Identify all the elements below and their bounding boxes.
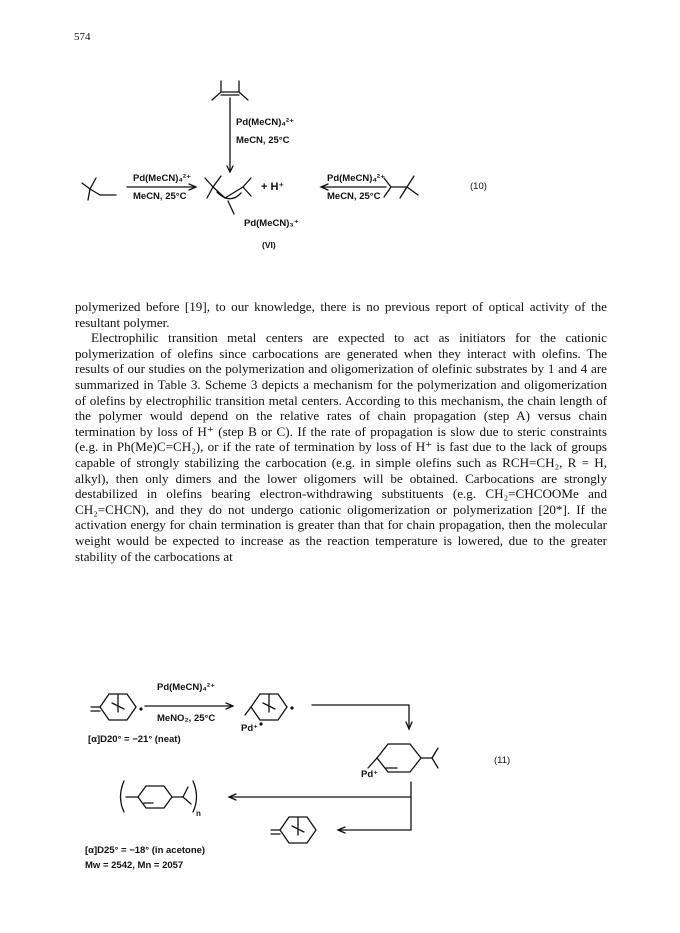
scheme10-reagent-top-2: MeCN, 25°C [236,135,290,146]
menthenyl-cation-structure [368,744,438,772]
tetramethylethylene-structure [212,81,248,100]
body-text [75,299,607,564]
bent-arrow-down [312,705,409,727]
equation-number-10: (10) [470,181,487,192]
scheme10-reagent-right-1: Pd(MeCN)₄²⁺ [327,173,386,184]
scheme11-reagent-2: MeNO₂, 25°C [157,713,216,724]
pinanyl-cation-structure [245,694,287,720]
bent-arrow-left [230,782,411,797]
rotation-start: [α]D20° = −21° (neat) [88,734,181,745]
scheme10-plus-h: + H⁺ [261,181,285,193]
scheme10-reagent-left-1: Pd(MeCN)₄²⁺ [133,173,192,184]
methylbutene-structure [82,178,116,200]
page-number: 574 [74,31,91,43]
equation-number-11: (11) [494,755,511,766]
polymer-repeat-unit-structure [121,781,197,812]
scheme10-reagent-left-2: MeCN, 25°C [133,191,187,202]
allyl-cation-structure [205,176,251,214]
scheme11-pd-plus-1: Pd⁺ [241,723,259,734]
polymer-subscript-n: n [196,809,201,818]
molecular-weight: Mw = 2542, Mn = 2057 [85,860,184,871]
paragraph-electrophilic: Electrophilic transition metal centers are expected to act as initiators for the cationic polymerization of olefins since carbocations are generated when they interact with olefins. The results of our studies on the polymerization and oligomerization of olefinic substrates by 1 and 4 are summarized in Table 3. Scheme 3 depicts a mechanism for the polymerization and oligomerization of olefins by electrophilic transition metal centers. According to this mechanism, the chain length of the polymer would depend on the relative rates of chain propagation (step A) versus chain termination by loss of H⁺ (step B or C). If the rate of propagation is slow due to steric constraints (e.g. in Ph(Me)C=CH₂), or if the rate of termination by loss of H⁺ is fast due to the lack of groups capable of strongly stabilizing the carbocation (e.g. in simple olefins such as RCH=CH₂, R = H, alkyl), then only dimers and the lower oligomers will be obtained. Carbocations are strongly destabilized in olefins bearing electron-withdrawing substituents (e.g. CH₂=CHCOOMe and CH₂=CHCN), and they do not undergo cationic oligomerization or polymerization [20*]. If the activation energy for chain termination is greater than that for chain propagation, then the molecular weight would be expected to increase as the reaction temperature is lowered, due to the greater stability of the carbocations at [75,330,607,564]
scheme10-reagent-right-2: MeCN, 25°C [327,191,381,202]
scheme10-reagent-top-1: Pd(MeCN)₄²⁺ [236,117,295,128]
scheme10-compound-label: (VI) [262,240,276,250]
scheme11-reagent-1: Pd(MeCN)₄²⁺ [157,682,216,693]
paragraph-continuation: polymerized before [19], to our knowledge, there is no previous report of optical activity of the resultant polymer. [75,299,607,330]
beta-pinene-recycle-structure [271,817,316,843]
dimethylbutene-structure [384,176,418,198]
scheme10-pd-label: Pd(MeCN)₃⁺ [244,218,299,229]
beta-pinene-structure [91,694,136,720]
rotation-polymer: [α]D25° = −18° (in acetone) [85,845,206,856]
scheme11-pd-plus-2: Pd⁺ [361,769,379,780]
